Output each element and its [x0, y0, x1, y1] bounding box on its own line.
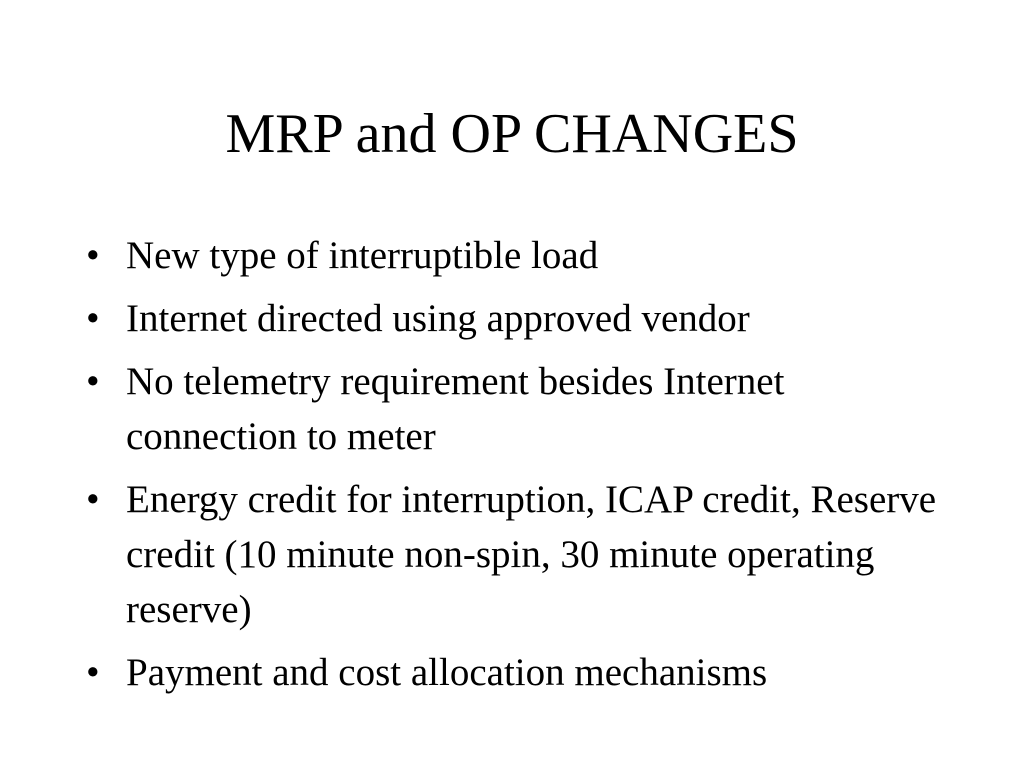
bullet-item — [86, 228, 946, 283]
bullet-text: No telemetry requirement besides Internet connection to meter — [126, 360, 785, 458]
bullet-item — [86, 645, 946, 700]
bullet-text: Payment and cost allocation mechanisms — [126, 651, 768, 694]
bullet-icon: • — [86, 478, 100, 521]
bullet-item — [86, 472, 946, 637]
bullet-item — [86, 291, 946, 346]
bullet-text: Energy credit for interruption, ICAP credit, Reserve credit (10 minute non-spin, 30 minute operating reserve) — [126, 478, 937, 631]
bullet-text: New type of interruptible load — [126, 234, 599, 277]
bullet-item — [86, 354, 946, 464]
slide-title: MRP and OP CHANGES — [225, 103, 799, 165]
bullet-icon: • — [86, 360, 100, 403]
bullet-list — [86, 228, 946, 708]
bullet-text: Internet directed using approved vendor — [126, 297, 750, 340]
bullet-icon: • — [86, 234, 100, 277]
bullet-icon: • — [86, 651, 100, 694]
bullet-icon: • — [86, 297, 100, 340]
